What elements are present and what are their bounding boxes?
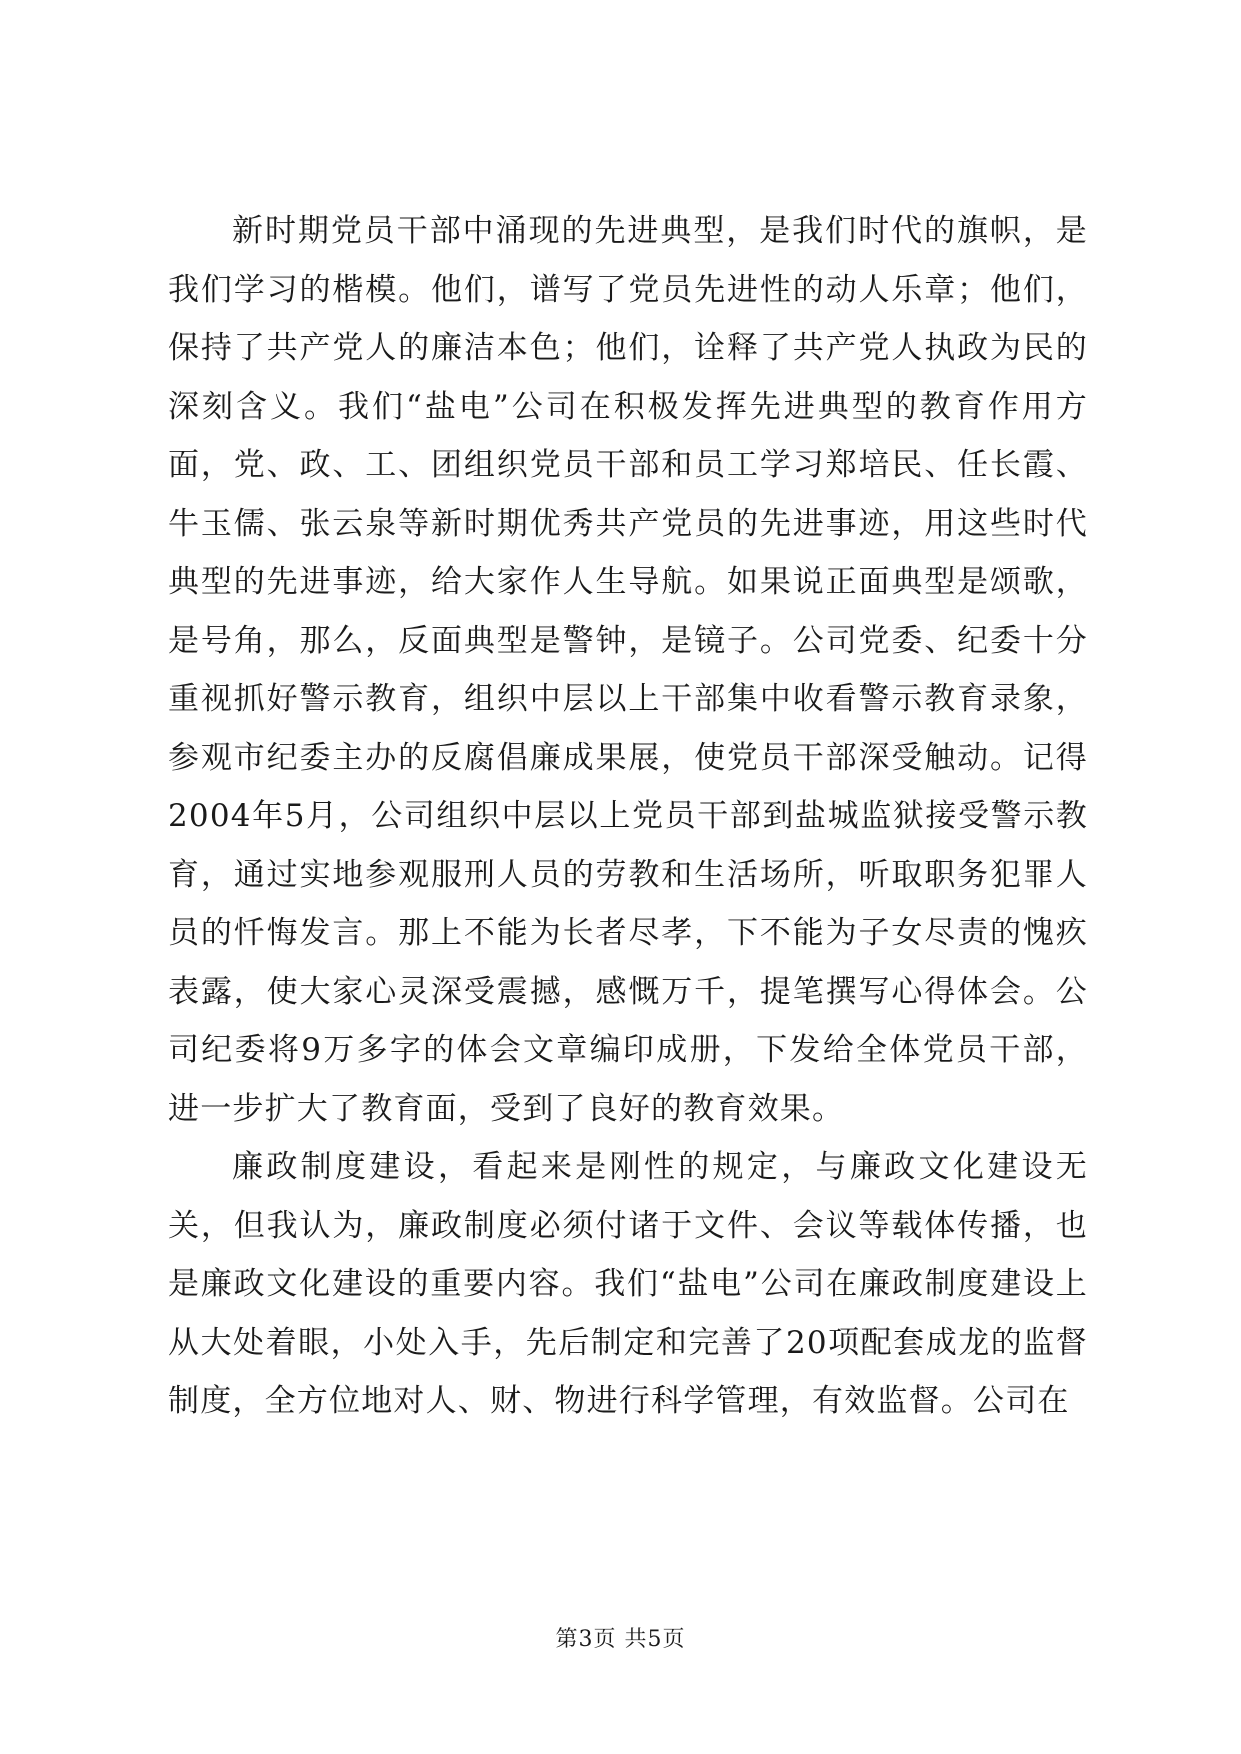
paragraph-1: 新时期党员干部中涌现的先进典型，是我们时代的旗帜，是我们学习的楷模。他们，谱写了党员先进性的动人乐章；他们，保持了共产党人的廉洁本色；他们，诠释了共产党人执政为民的深刻含义。我们“盐电”公司在积极发挥先进典型的教育作用方面，党、政、工、团组织党员干部和员工学习郑培民、任长霞、牛玉儒、张云泉等新时期优秀共产党员的先进事迹，用这些时代典型的先进事迹，给大家作人生导航。如果说正面典型是颂歌，是号角，那么，反面典型是警钟，是镜子。公司党委、纪委十分重视抓好警示教育，组织中层以上干部集中收看警示教育录象，参观市纪委主办的反腐倡廉成果展，使党员干部深受触动。记得2004年5月，公司组织中层以上党员干部到盐城监狱接受警示教育，通过实地参观服刑人员的劳教和生活场所，听取职务犯罪人员的忏悔发言。那上不能为长者尽孝，下不能为子女尽责的愧疚表露，使大家心灵深受震撼，感慨万千，提笔撰写心得体会。公司纪委将9万多字的体会文章编印成册，下发给全体党员干部，进一步扩大了教育面，受到了良好的教育效果。 xyxy=(168,213,1088,1127)
document-body xyxy=(168,202,1088,1431)
paragraph-2: 廉政制度建设，看起来是刚性的规定，与廉政文化建设无关，但我认为，廉政制度必须付诸于文件、会议等载体传播，也是廉政文化建设的重要内容。我们“盐电”公司在廉政制度建设上从大处着眼，小处入手，先后制定和完善了20项配套成龙的监督制度，全方位地对人、财、物进行科学管理，有效监督。公司在 xyxy=(168,1149,1088,1419)
page-number-footer: 第3页 共5页 xyxy=(555,1627,686,1652)
